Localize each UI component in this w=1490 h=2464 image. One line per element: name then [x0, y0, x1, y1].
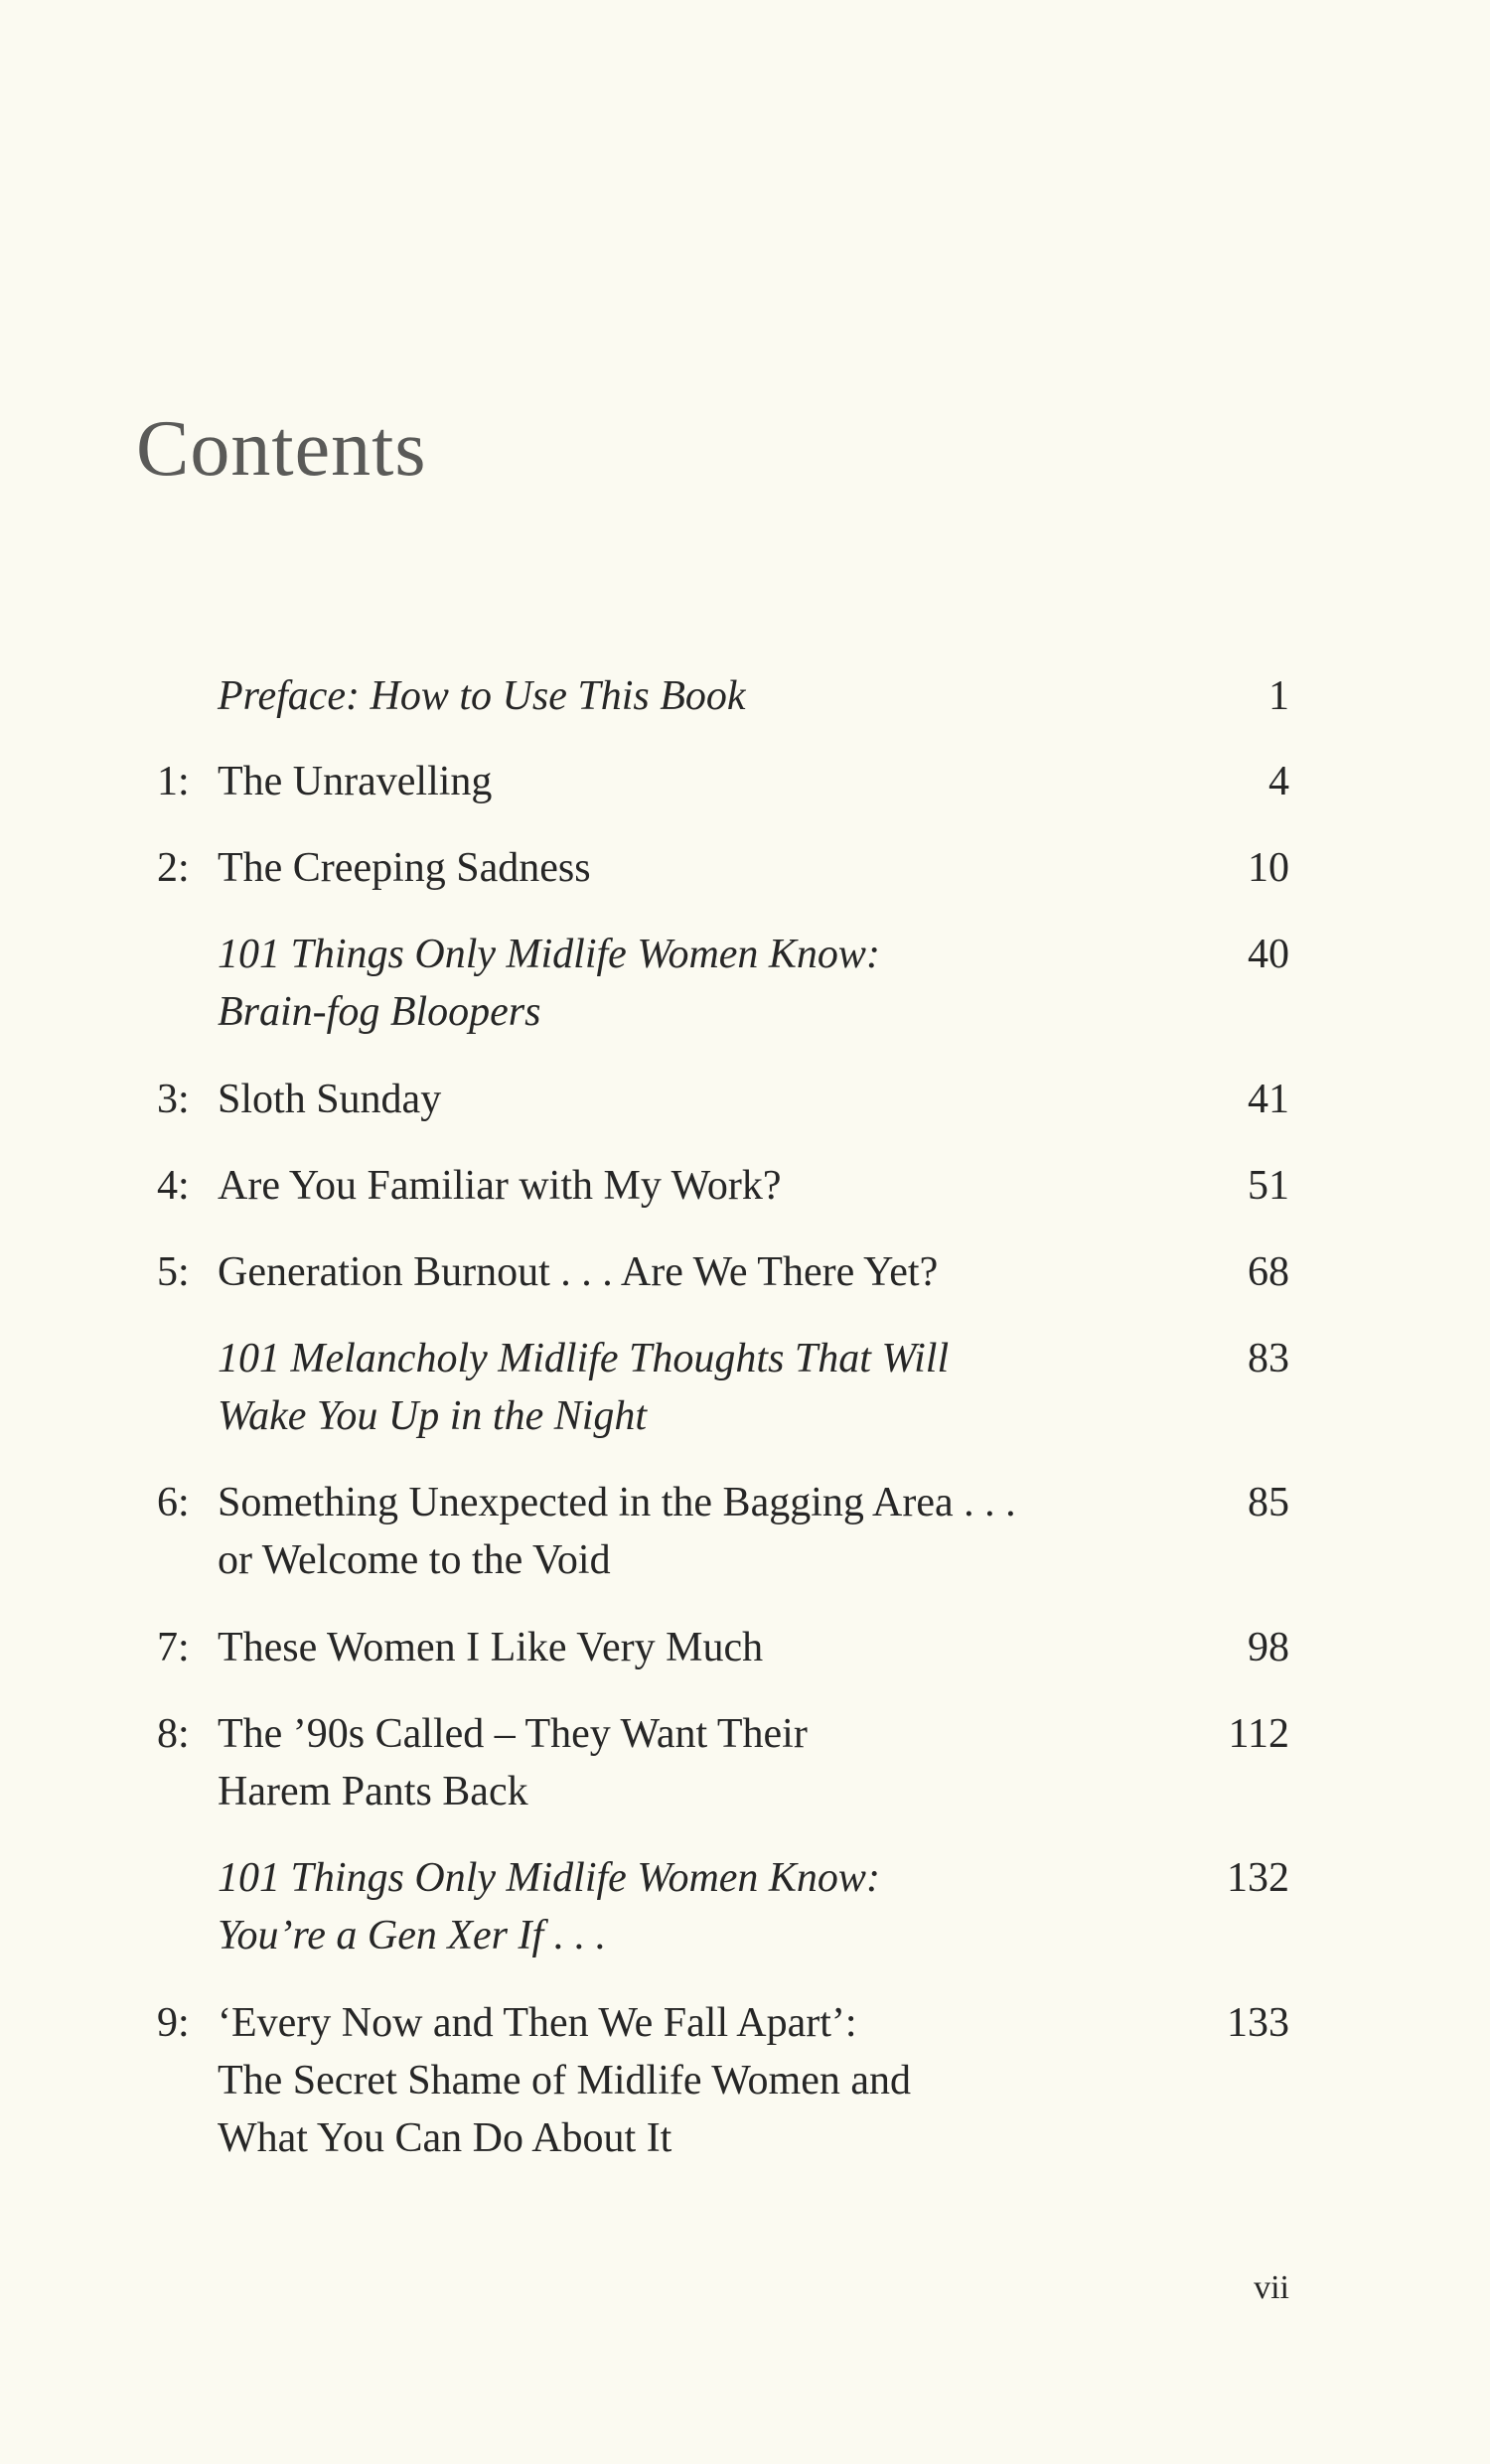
chapter-number: 3: [157, 1077, 190, 1122]
entry-title [218, 1619, 1092, 1676]
entry-page-number: 10 [1248, 845, 1289, 891]
entry-page-number: 68 [1248, 1249, 1289, 1295]
entry-title-line: What You Can Do About It [218, 2115, 672, 2161]
entry-title [218, 839, 1092, 897]
entry-page-number: 1 [1268, 673, 1289, 719]
entry-title [218, 926, 1092, 1041]
chapter-number: 1: [157, 759, 190, 804]
entry-title [218, 1849, 1092, 1964]
entry-title-line: Are You Familiar with My Work? [218, 1163, 782, 1209]
entry-page-number: 112 [1228, 1711, 1289, 1757]
chapter-number: 8: [157, 1711, 190, 1757]
entry-title [218, 1330, 1092, 1445]
entry-page-number: 133 [1227, 2000, 1289, 2046]
entry-title [218, 1157, 1092, 1215]
entry-title-line: Sloth Sunday [218, 1077, 442, 1122]
entry-title [218, 1243, 1092, 1301]
entry-title-line: You’re a Gen Xer If . . . [218, 1913, 607, 1958]
entry-page-number: 40 [1248, 932, 1289, 977]
page-title: Contents [136, 405, 427, 493]
chapter-number: 2: [157, 845, 190, 891]
entry-title-line: or Welcome to the Void [218, 1537, 611, 1583]
chapter-number: 4: [157, 1163, 190, 1209]
entry-title-line: The Secret Shame of Midlife Women and [218, 2058, 911, 2103]
entry-title-line: The Creeping Sadness [218, 845, 591, 891]
chapter-number: 6: [157, 1480, 190, 1525]
entry-page-number: 83 [1248, 1336, 1289, 1381]
entry-page-number: 41 [1248, 1077, 1289, 1122]
entry-title-line: 101 Things Only Midlife Women Know: [218, 1855, 880, 1901]
entry-title-line: Preface: How to Use This Book [218, 673, 746, 719]
entry-title-line: Wake You Up in the Night [218, 1393, 648, 1439]
entry-title [218, 667, 1092, 725]
entry-title-line: 101 Melancholy Midlife Thoughts That Will [218, 1336, 950, 1381]
page-number: vii [1254, 2269, 1289, 2306]
entry-title [218, 1994, 1092, 2167]
entry-title [218, 1705, 1092, 1820]
entry-title [218, 753, 1092, 810]
entry-page-number: 51 [1248, 1163, 1289, 1209]
entry-title-line: Something Unexpected in the Bagging Area . . . [218, 1480, 1016, 1525]
entry-title-line: 101 Things Only Midlife Women Know: [218, 932, 880, 977]
entry-title [218, 1071, 1092, 1128]
entry-title-line: Harem Pants Back [218, 1769, 528, 1814]
chapter-number: 7: [157, 1625, 190, 1670]
entry-title-line: Generation Burnout . . . Are We There Yet? [218, 1249, 939, 1295]
chapter-number: 5: [157, 1249, 190, 1295]
entry-page-number: 98 [1248, 1625, 1289, 1670]
entry-page-number: 4 [1268, 759, 1289, 804]
entry-title-line: Brain-fog Bloopers [218, 989, 541, 1035]
entry-title-line: These Women I Like Very Much [218, 1625, 764, 1670]
entry-title [218, 1474, 1092, 1589]
entry-title-line: ‘Every Now and Then We Fall Apart’: [218, 2000, 857, 2046]
entry-title-line: The ’90s Called – They Want Their [218, 1711, 808, 1757]
entry-title-line: The Unravelling [218, 759, 493, 804]
entry-page-number: 85 [1248, 1480, 1289, 1525]
entry-page-number: 132 [1227, 1855, 1289, 1901]
chapter-number: 9: [157, 2000, 190, 2046]
